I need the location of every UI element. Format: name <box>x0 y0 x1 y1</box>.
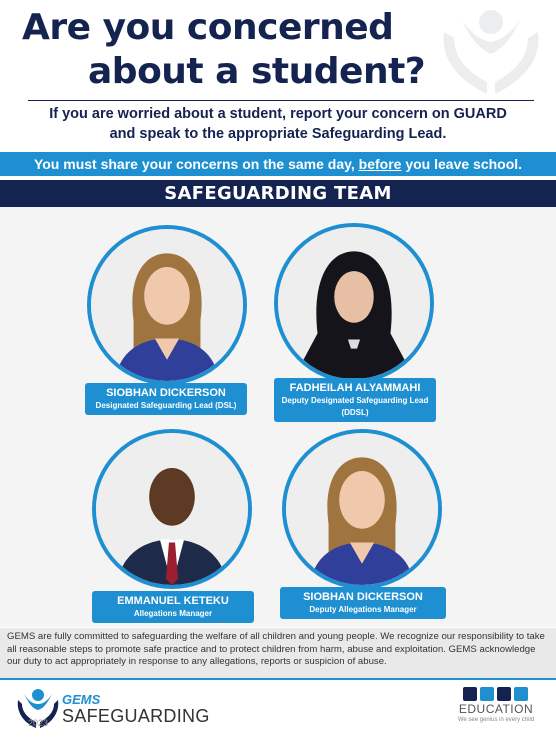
member-name: SIOBHAN DICKERSON <box>106 387 226 399</box>
person-portrait-icon <box>96 433 248 585</box>
alert-text-end: you leave school. <box>401 156 523 172</box>
team-member-card <box>0 207 278 417</box>
gems-brand-text: GEMS <box>62 692 101 707</box>
title-line-1: Are you concerned <box>22 7 394 48</box>
title-divider <box>28 100 534 101</box>
team-member-card <box>278 417 556 627</box>
title-line-2: about a student? <box>88 51 426 92</box>
member-role: Deputy Allegations Manager <box>309 605 417 614</box>
intro-line-1: If you are worried about a student, report your concern on GUARD <box>49 106 507 122</box>
team-member-card <box>0 417 278 627</box>
intro-text <box>0 104 556 144</box>
member-role: Deputy Designated Safeguarding Lead (DDSL) <box>281 396 429 417</box>
page-title <box>0 6 450 94</box>
member-nameplate <box>85 383 247 415</box>
footer-divider <box>0 678 556 680</box>
person-portrait-icon <box>278 227 430 379</box>
member-name: EMMANUEL KETEKU <box>117 595 229 607</box>
member-nameplate <box>280 587 446 619</box>
member-photo <box>282 429 442 589</box>
member-role: Designated Safeguarding Lead (DSL) <box>95 401 237 410</box>
member-nameplate <box>92 591 254 623</box>
member-photo <box>87 225 247 385</box>
member-name: SIOBHAN DICKERSON <box>303 591 423 603</box>
member-photo <box>274 223 434 383</box>
gems-education-logo <box>448 686 544 734</box>
team-grid <box>0 207 556 627</box>
alert-text-emphasis: before <box>358 156 402 172</box>
alert-text-start: You must share your concerns on the same day, <box>33 156 359 172</box>
commitment-statement: GEMS are fully committed to safeguarding the welfare of all children and young people. We recognize our responsibility to take all reasonable steps to promote safe practice and to protect children from harm, abuse and exploitation. GEMS acknowledge our duty to act appropriately in response to any allegations, reports or suspicion of abuse. <box>0 628 556 678</box>
gems-tagline: We see genius in every child <box>457 717 535 723</box>
team-member-card <box>278 207 556 417</box>
team-heading: SAFEGUARDING TEAM <box>0 180 556 207</box>
same-day-alert-banner <box>0 152 556 176</box>
member-photo <box>92 429 252 589</box>
person-portrait-icon <box>91 229 243 381</box>
education-wordmark: EDUCATION <box>458 702 534 716</box>
safeguarding-wordmark: SAFEGUARDING <box>62 706 210 726</box>
gems-safeguarding-logo <box>14 684 214 734</box>
member-nameplate <box>274 378 436 422</box>
member-role: Allegations Manager <box>133 609 213 618</box>
caring-hands-icon <box>432 2 550 100</box>
poster-date: 2023 <box>28 718 49 728</box>
person-portrait-icon <box>286 433 438 585</box>
gems-logo-icon <box>461 686 531 702</box>
intro-line-2: and speak to the appropriate Safeguarding Lead. <box>109 126 447 142</box>
member-name: FADHEILAH ALYAMMAHI <box>289 382 421 394</box>
